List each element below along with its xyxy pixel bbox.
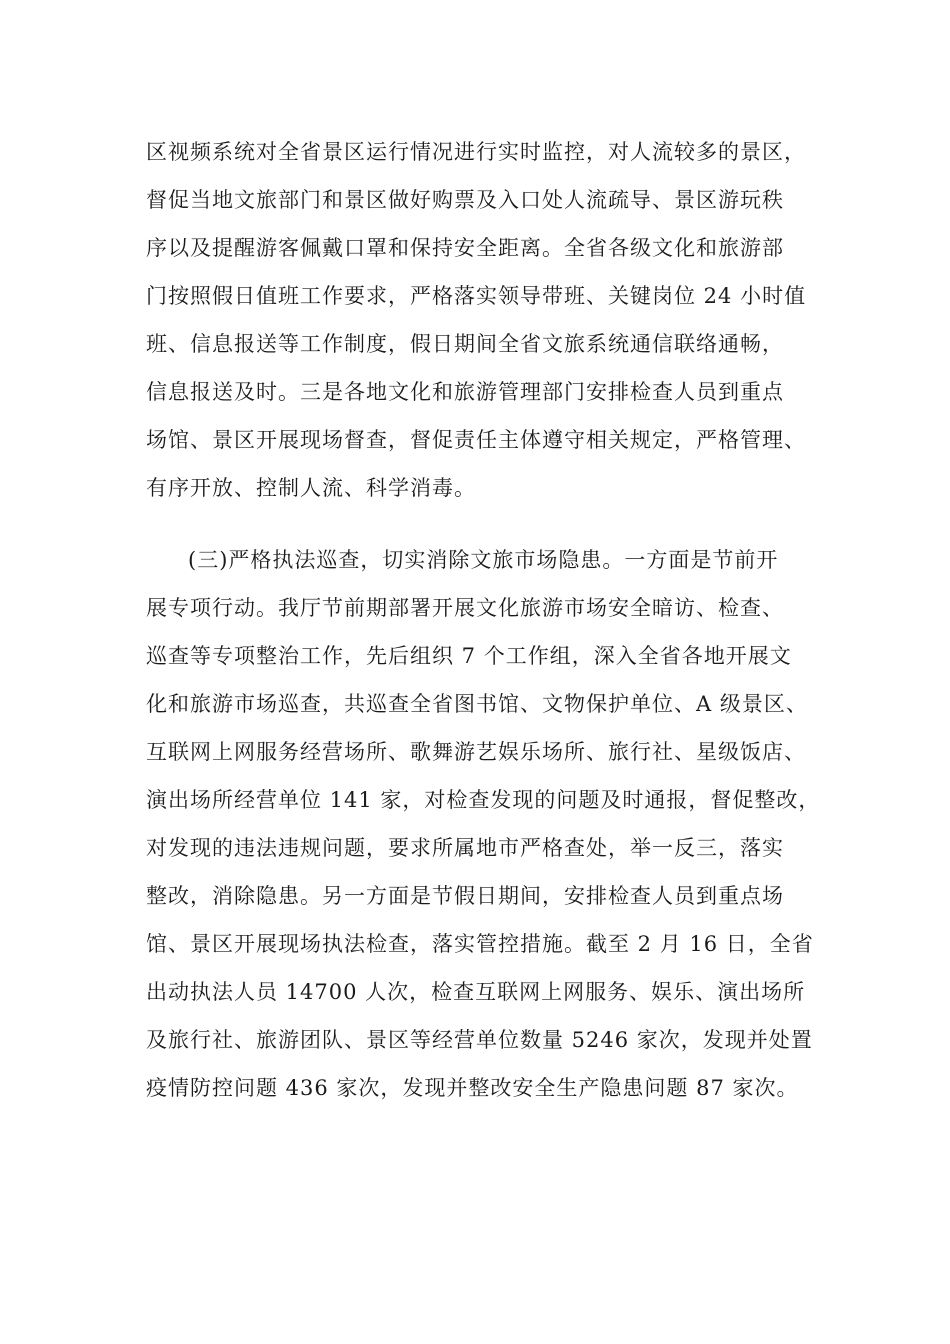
- paragraph-2-line: 整改，消除隐患。另一方面是节假日期间，安排检查人员到重点场: [146, 884, 784, 908]
- paragraph-1-line: 区视频系统对全省景区运行情况进行实时监控，对人流较多的景区，: [146, 140, 806, 164]
- paragraph-2-line: 对发现的违法违规问题，要求所属地市严格查处，举一反三，落实: [146, 836, 784, 860]
- paragraph-2-line: 及旅行社、旅游团队、景区等经营单位数量 5246 家次，发现并处置: [146, 1028, 813, 1052]
- paragraph-2-line: 演出场所经营单位 141 家，对检查发现的问题及时通报，督促整改，: [146, 788, 821, 812]
- paragraph-1-line: 序以及提醒游客佩戴口罩和保持安全距离。全省各级文化和旅游部: [146, 236, 784, 260]
- paragraph-2: [146, 536, 821, 1112]
- paragraph-2-line: 展专项行动。我厅节前期部署开展文化旅游市场安全暗访、检查、: [146, 596, 784, 620]
- paragraph-1-line: 门按照假日值班工作要求，严格落实领导带班、关键岗位 24 小时值: [146, 284, 807, 308]
- paragraph-2-line: 疫情防控问题 436 家次，发现并整改安全生产隐患问题 87 家次。: [146, 1076, 799, 1100]
- paragraph-1-line: 班、信息报送等工作制度，假日期间全省文旅系统通信联络通畅，: [146, 332, 784, 356]
- paragraph-1-line: 有序开放、控制人流、科学消毒。: [146, 476, 476, 500]
- paragraph-1-line: 信息报送及时。三是各地文化和旅游管理部门安排检查人员到重点: [146, 380, 784, 404]
- paragraph-1-line: 场馆、景区开展现场督查，督促责任主体遵守相关规定，严格管理、: [146, 428, 806, 452]
- paragraph-1-line: 督促当地文旅部门和景区做好购票及入口处人流疏导、景区游玩秩: [146, 188, 784, 212]
- paragraph-2-line: 馆、景区开展现场执法检查，落实管控措施。截至 2 月 16 日，全省: [146, 932, 814, 956]
- paragraph-2-line: 出动执法人员 14700 人次，检查互联网上网服务、娱乐、演出场所: [146, 980, 806, 1004]
- paragraph-2-line: 化和旅游市场巡查，共巡查全省图书馆、文物保护单位、A 级景区、: [146, 692, 808, 716]
- paragraph-2-line: 互联网上网服务经营场所、歌舞游艺娱乐场所、旅行社、星级饭店、: [146, 740, 806, 764]
- paragraph-2-line: 巡查等专项整治工作，先后组织 7 个工作组，深入全省各地开展文: [146, 644, 792, 668]
- paragraph-1: [146, 128, 812, 512]
- paragraph-2-line: (三)严格执法巡查，切实消除文旅市场隐患。一方面是节前开: [188, 548, 779, 572]
